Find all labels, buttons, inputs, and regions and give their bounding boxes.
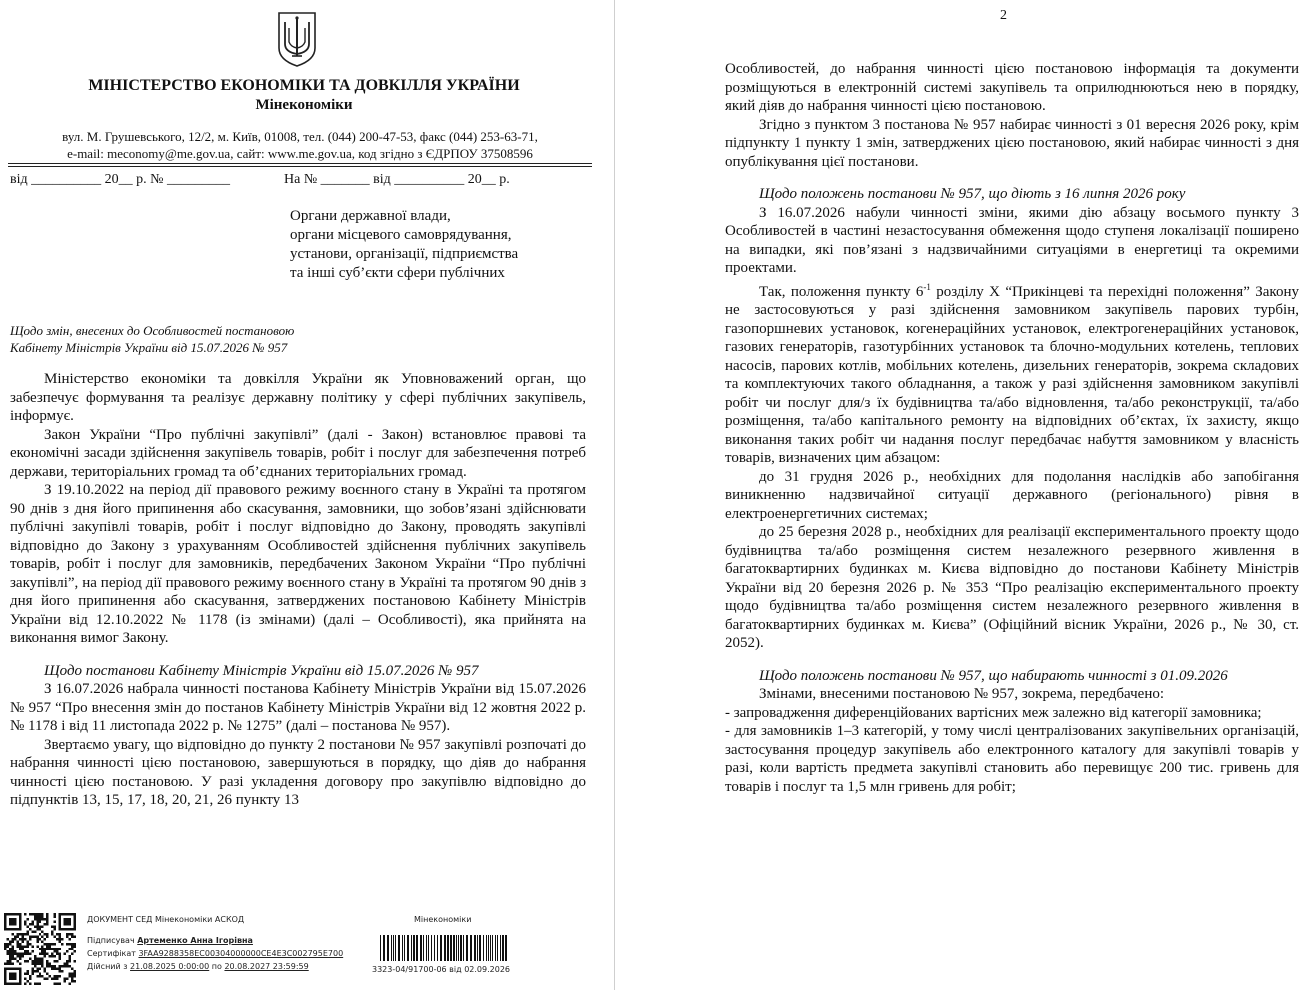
valid-to-label: по xyxy=(211,962,222,971)
body-paragraph: Закон України “Про публічні закупівлі” (далі - Закон) встановлює правові та економічні засади здійснення закупівель товарів, робіт і послуг для забезпечення потреб держави, територіальних громад та об’єднаних територіальних громад. xyxy=(10,426,586,480)
ministry-short-name: Мінекономіки xyxy=(255,97,353,113)
valid-to: 20.08.2027 23:59:59 xyxy=(224,962,309,971)
paragraph-text: розділу X “Прикінцеві та перехідні положення” Закону не застосовуються у разі здійснення замовником закупівель парових турбін, газопоршневих установок, когенераційних установок, електрогенераційних установок, газових генераторів, газотурбінних установок та блочно-модульних котелень, теплових насосів, парових котлів, мобільних котелень, дизельних генераторів, зокрема складових та комплектуючих такого обладнання, а також у разі здійснення замовником закупівлі робіт чи послуг для/з їх будівництва та/або відновлення, та/або реконструкції, та/або розміщення, та/або капітального ремонту на відповідних об’єктах, їх захисту, якщо виконання таких робіт чи надання послуг передбачає набуття замовником у власність товарів, визначених цим абзацом: xyxy=(725,283,1299,466)
addressee-line: Органи державної влади, xyxy=(290,208,451,224)
stamp-ministry: Мінекономіки xyxy=(414,915,472,924)
letter-body-page-1 xyxy=(10,370,586,810)
certificate-label: Сертифікат xyxy=(87,949,136,958)
body-paragraph xyxy=(725,278,1299,468)
superscript: -1 xyxy=(923,281,931,292)
list-item: - для замовників 1–3 категорій, у тому числі централізованих закупівельних організацій, застосування процедур закупівель або електронного каталогу для закупівлі товарів у разі, коли вартість предмета закупівлі становить або перевищує 200 тис. гривень для товарів і послуг та 1,5 млн гривень для робіт; xyxy=(725,723,1299,795)
body-paragraph: Змінами, внесеними постановою № 957, зокрема, передбачено: xyxy=(759,686,1165,702)
page-number: 2 xyxy=(1000,8,1007,23)
section-heading: Щодо положень постанови № 957, що діють з 16 липня 2026 року xyxy=(759,186,1186,202)
sed-document-label: ДОКУМЕНТ СЕД Мінекономіки АСКОД xyxy=(87,915,245,924)
certificate-row xyxy=(87,949,343,959)
validity-row xyxy=(87,962,309,972)
header-rule xyxy=(8,163,592,164)
body-paragraph: Міністерство економіки та довкілля України як Уповноважений орган, що забезпечує формування та реалізує державну політику у сфері публічних закупівель, інформує. xyxy=(10,371,586,424)
addressee-line: установи, організації, підприємства xyxy=(290,246,519,262)
valid-from: 21.08.2025 0:00:00 xyxy=(130,962,210,971)
electronic-signature-stamp xyxy=(0,905,608,990)
section-heading: Щодо постанови Кабінету Міністрів України від 15.07.2026 № 957 xyxy=(44,662,479,679)
barcode-icon xyxy=(380,935,510,961)
letter-subject xyxy=(10,322,294,356)
page-divider xyxy=(614,0,615,990)
signer-label: Підписувач xyxy=(87,936,135,945)
body-paragraph: З 16.07.2026 набули чинності зміни, якими дію абзацу восьмого пункту 3 Особливостей в частині незастосування обмеження щодо ступеня локалізації поширено на випадки, які пов’язані з надзвичайними ситуаціями в енергетиці та окремими проектами. xyxy=(725,204,1299,276)
body-paragraph: З 16.07.2026 набрала чинності постанова Кабінету Міністрів України від 15.07.2026 № 957 “Про внесення змін до постанов Кабінету Міністрів України від 12 жовтня 2022 р. № 1178 і від 11 листопада 2022 р. № 1275” (далі – постанова № 957). xyxy=(10,681,586,734)
letter-page-1 xyxy=(0,0,608,990)
paragraph-text: Так, положення пункту 6 xyxy=(759,283,924,300)
signer-name: Артеменко Анна Ігорівна xyxy=(137,936,253,945)
outgoing-reference: від __________ 20__ р. № _________ xyxy=(10,172,230,187)
body-paragraph: З 19.10.2022 на період дії правового режиму воєнного стану в Україні та протягом 90 днів з дня його припинення або скасування, замовники, що зобов’язані здійснювати публічні закупівлі товарів, робіт і послуг відповідно до Закону, проводять закупівлі відповідно до Закону з урахуванням Особливостей здійснення публічних закупівель товарів, робіт і послуг для замовників, передбачених Законом України “Про публічні закупівлі”, на період дії правового режиму воєнного стану в Україні та протягом 90 днів з дня його припинення або скасування, затверджених постановою Кабінету Міністрів України від 12.10.2022 № 1178 (із змінами) (далі – Особливості), яка прийнята на виконання вимог Закону. xyxy=(10,482,586,646)
subject-line: Кабінету Міністрів України від 15.07.2026 № 957 xyxy=(10,340,288,355)
incoming-reference: На № _______ від __________ 20__ р. xyxy=(284,172,510,187)
signer-row xyxy=(87,936,253,946)
addressee-line: органи місцевого самоврядування, xyxy=(290,227,512,243)
registration-number: 3323-04/91700-06 від 02.09.2026 xyxy=(372,965,510,974)
body-paragraph: до 25 березня 2028 р., необхідних для реалізації експериментального проекту щодо будівництва та/або розміщення систем незалежного резервного живлення в багатоквартирних будинках м. Києва відповідно до постанови Кабінету Міністрів України від 20 березня 2026 р. № 353 “Про реалізацію експериментального проекту щодо будівництва та/або розміщення систем незалежного резервного живлення в багатоквартирних будинках м. Києва” (Офіційний вісник України, 2026 р., № 30, ст. 2052). xyxy=(725,524,1299,651)
addressee-line: та інші суб’єкти сфери публічних xyxy=(290,265,505,281)
certificate-value: 3FAA9288358EC00304000000CE4E3C002795E700 xyxy=(138,949,344,958)
subject-line: Щодо змін, внесених до Особливостей постановою xyxy=(10,323,295,338)
letter-body-page-2 xyxy=(725,60,1299,796)
list-item: - запровадження диференційованих вартісних меж залежно від категорії замовника; xyxy=(725,704,1262,721)
body-paragraph: до 31 грудня 2026 р., необхідних для подолання наслідків або запобігання виникненню надзвичайної ситуації державного (регіонального) рівня в електроенергетичних системах; xyxy=(725,468,1299,522)
body-paragraph: Особливостей, до набрання чинності цією постановою інформація та документи розміщуються в електронній системі закупівель та оприлюднюються нею в порядку, який діяв до набрання чинності цією постановою. xyxy=(725,61,1299,114)
contact-web-line: e-mail: meconomy@me.gov.ua, сайт: www.me.gov.ua, код згідно з ЄДРПОУ 37508596 xyxy=(67,146,533,161)
ministry-full-name: МІНІСТЕРСТВО ЕКОНОМІКИ ТА ДОВКІЛЛЯ УКРАЇНИ xyxy=(88,77,520,94)
valid-from-label: Дійсний з xyxy=(87,962,128,971)
section-heading: Щодо положень постанови № 957, що набирають чинності з 01.09.2026 xyxy=(759,667,1228,684)
trident-emblem-icon xyxy=(276,10,318,68)
qr-code-icon xyxy=(4,913,76,985)
body-paragraph: Згідно з пунктом 3 постанова № 957 набирає чинності з 01 вересня 2026 року, крім підпункту 1 пункту 1 змін, затверджених цією постановою, який набирає чинності з дня опублікування цієї постанови. xyxy=(725,116,1299,170)
body-paragraph: Звертаємо увагу, що відповідно до пункту 2 постанови № 957 закупівлі розпочаті до набрання чинності цією постановою, завершуються в порядку, що діяв до набрання чинності цією постановою. У разі укладення договору про закупівлю відповідно до підпунктів 13, 15, 17, 18, 20, 21, 26 пункту 13 xyxy=(10,736,586,808)
header-rule xyxy=(8,166,592,167)
contact-address-line: вул. М. Грушевського, 12/2, м. Київ, 01008, тел. (044) 200-47-53, факс (044) 253-63-71, xyxy=(62,129,538,144)
addressee-block xyxy=(290,207,518,283)
